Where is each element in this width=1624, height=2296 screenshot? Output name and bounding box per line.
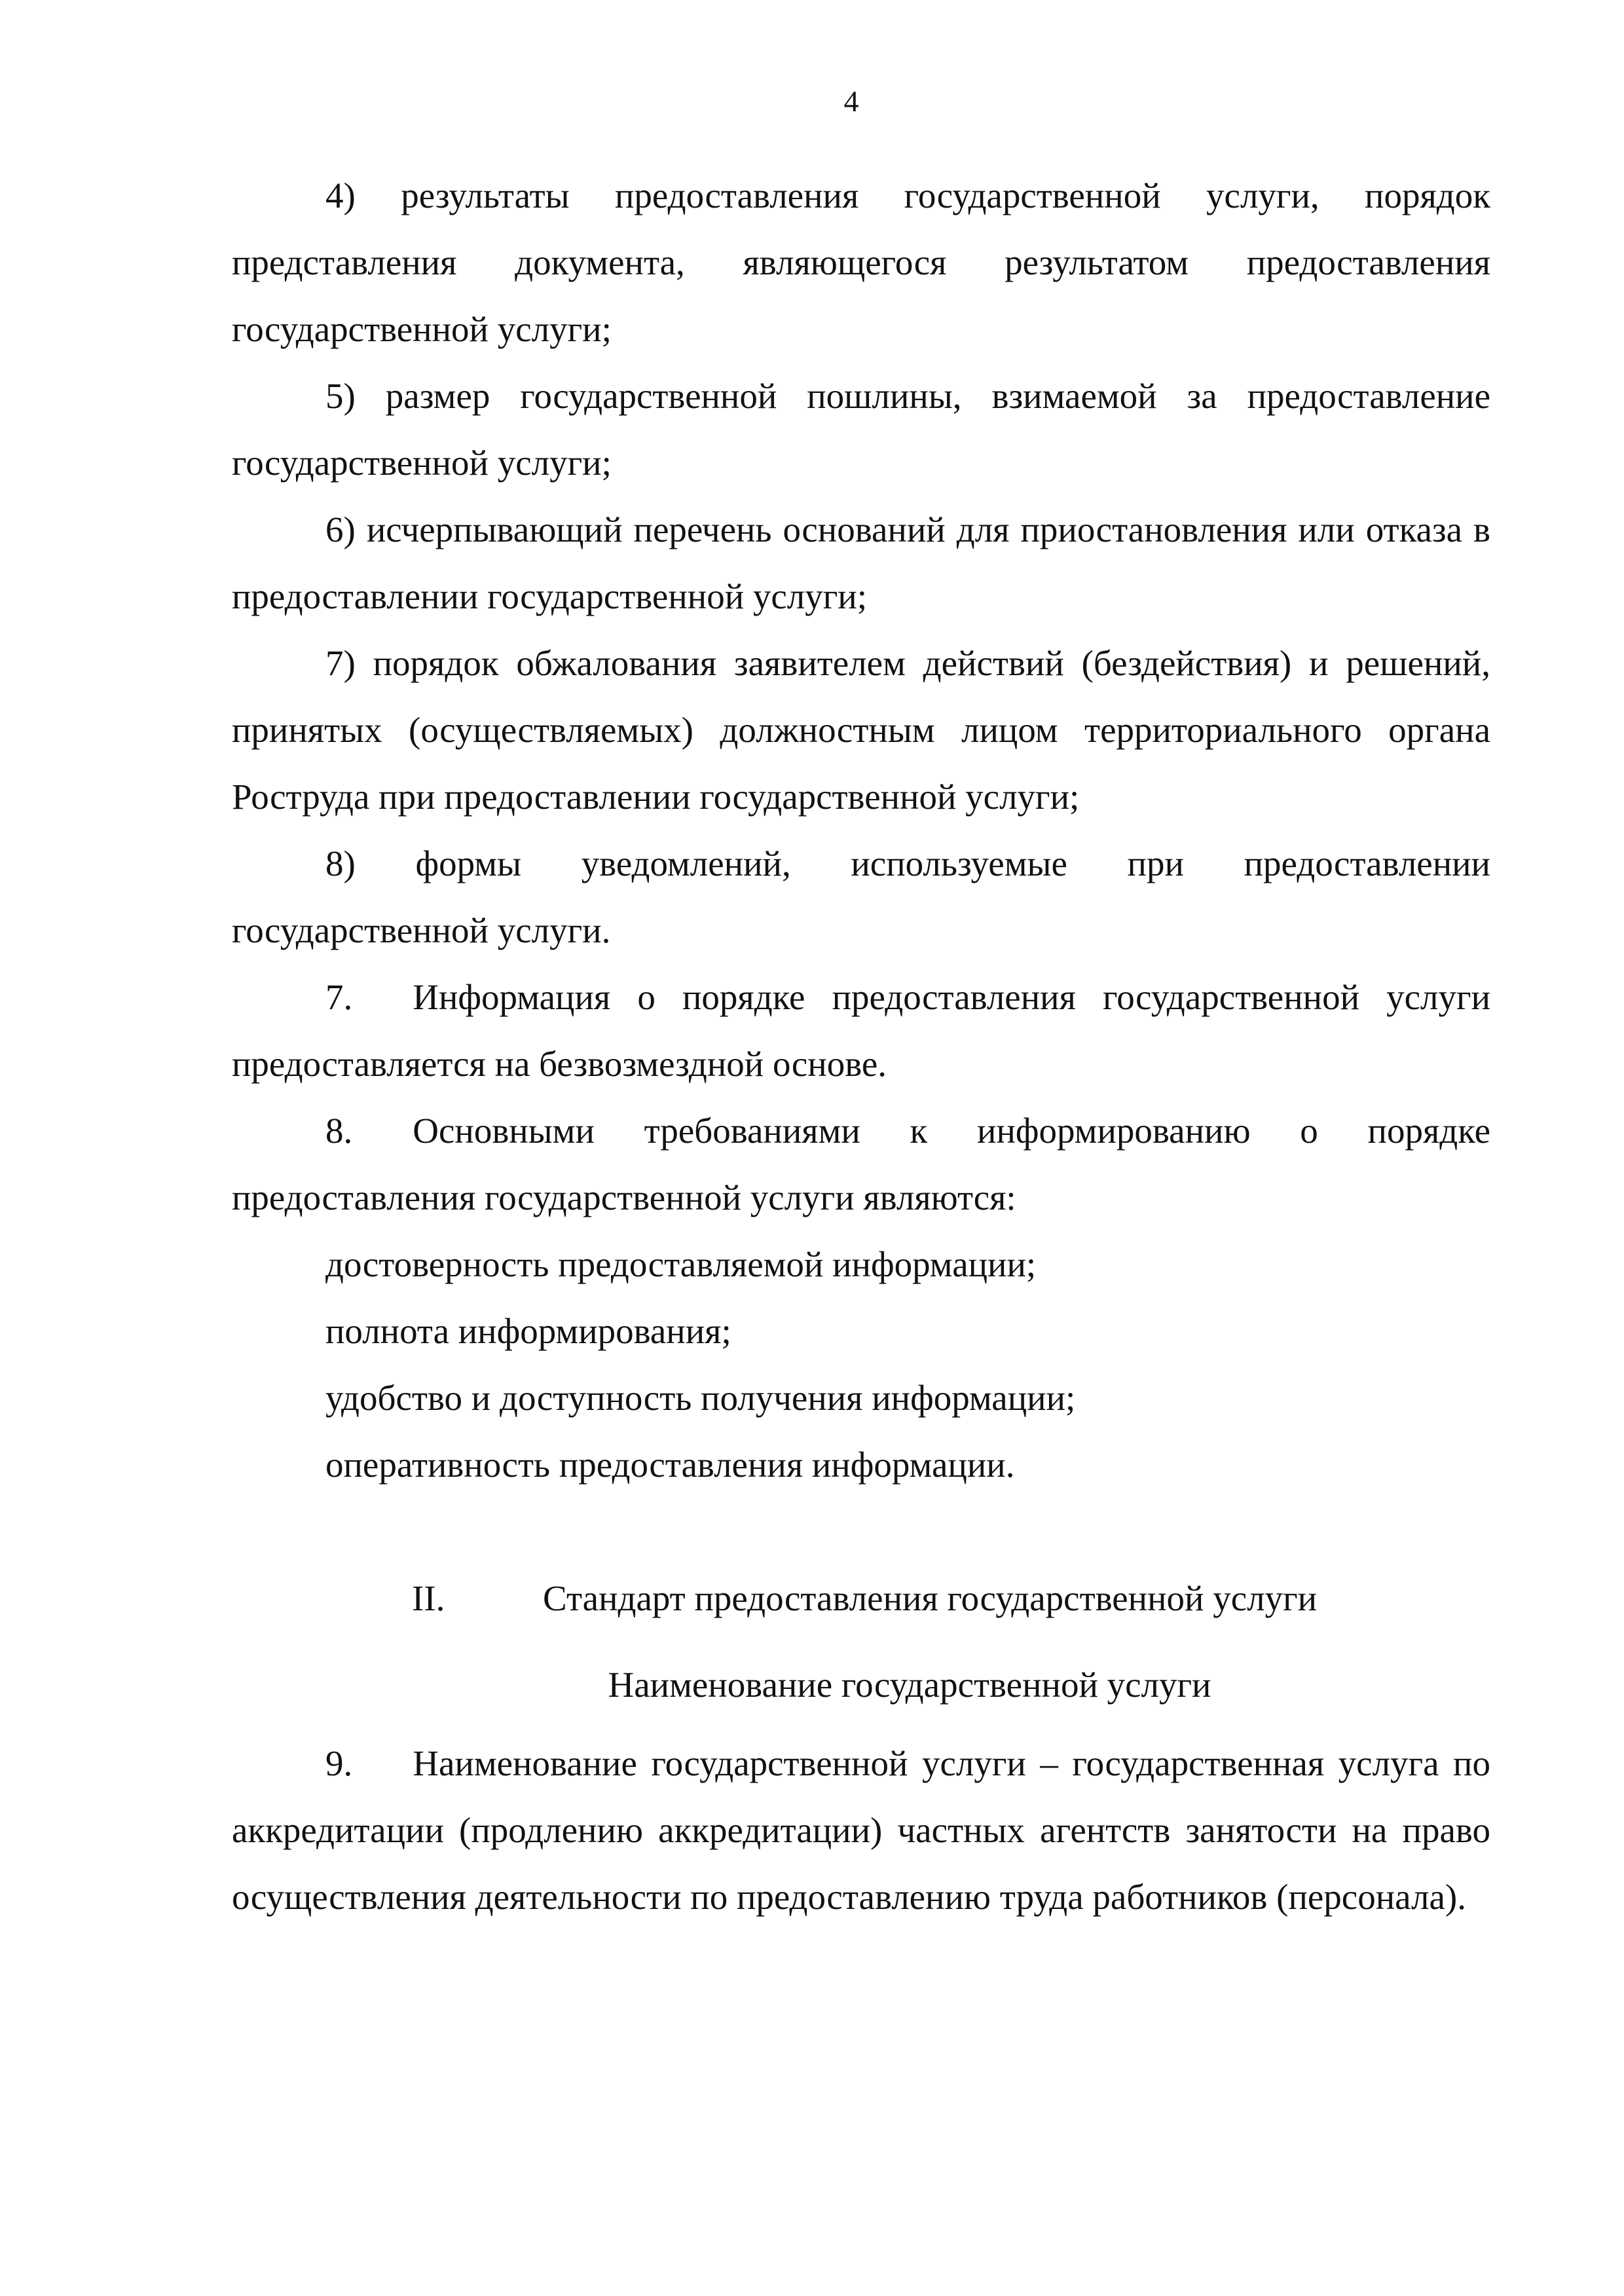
requirement-item: удобство и доступность получения информации;	[325, 1378, 1076, 1418]
subsection-heading: Наименование государственной услуги	[608, 1665, 1211, 1705]
section-title: Стандарт предоставления государственной услуги	[543, 1578, 1318, 1618]
list-item-6	[232, 496, 1490, 630]
list-item-5	[232, 363, 1490, 496]
list-item-label: 5)	[325, 376, 356, 416]
list-item-label: 6)	[325, 509, 356, 549]
clause-7	[232, 964, 1490, 1098]
list-item-8	[232, 830, 1490, 964]
clause-8	[232, 1098, 1490, 1231]
list-item-text: порядок обжалования заявителем действий (бездействия) и решений, принятых (осуществляемых) должностным лицом территориального органа Роструда при предоставлении государственной услуги;	[232, 643, 1490, 817]
list-item-7	[232, 630, 1490, 830]
page-number: 4	[843, 84, 859, 118]
list-item-label: 7)	[325, 643, 356, 683]
list-item-text: размер государственной пошлины, взимаемой за предоставление государственной услуги;	[232, 376, 1491, 483]
list-item-label: 8)	[325, 843, 356, 883]
list-item-4	[232, 162, 1490, 363]
requirement-item: оперативность предоставления информации.	[325, 1445, 1015, 1485]
clause-text: Наименование государственной услуги – государственная услуга по аккредитации (продлению аккредитации) частных агентств занятости на право осуществления деятельности по предоставлению труда работников (персонала).	[232, 1743, 1490, 1917]
list-item-text: результаты предоставления государственной услуги, порядок представления документа, являющегося результатом предоставления государственной услуги;	[232, 176, 1490, 349]
requirement-item: достоверность предоставляемой информации;	[325, 1244, 1037, 1284]
requirement-item: полнота информирования;	[325, 1311, 731, 1351]
clause-text: Информация о порядке предоставления государственной услуги предоставляется на безвозмездной основе.	[232, 977, 1490, 1084]
list-item-text: исчерпывающий перечень оснований для приостановления или отказа в предоставлении государственной услуги;	[232, 509, 1490, 616]
clause-9	[232, 1730, 1490, 1931]
clause-number: 7.	[325, 977, 353, 1017]
section-heading	[232, 1565, 1490, 1632]
clause-number: 9.	[325, 1743, 353, 1783]
list-item-label: 4)	[325, 176, 356, 215]
clause-number: 8.	[325, 1111, 353, 1151]
clause-text: Основными требованиями к информированию о порядке предоставления государственной услуги являются:	[232, 1111, 1490, 1217]
section-number: II.	[412, 1578, 445, 1618]
list-item-text: формы уведомлений, используемые при предоставлении государственной услуги.	[232, 843, 1490, 950]
document-body	[232, 162, 1490, 1931]
